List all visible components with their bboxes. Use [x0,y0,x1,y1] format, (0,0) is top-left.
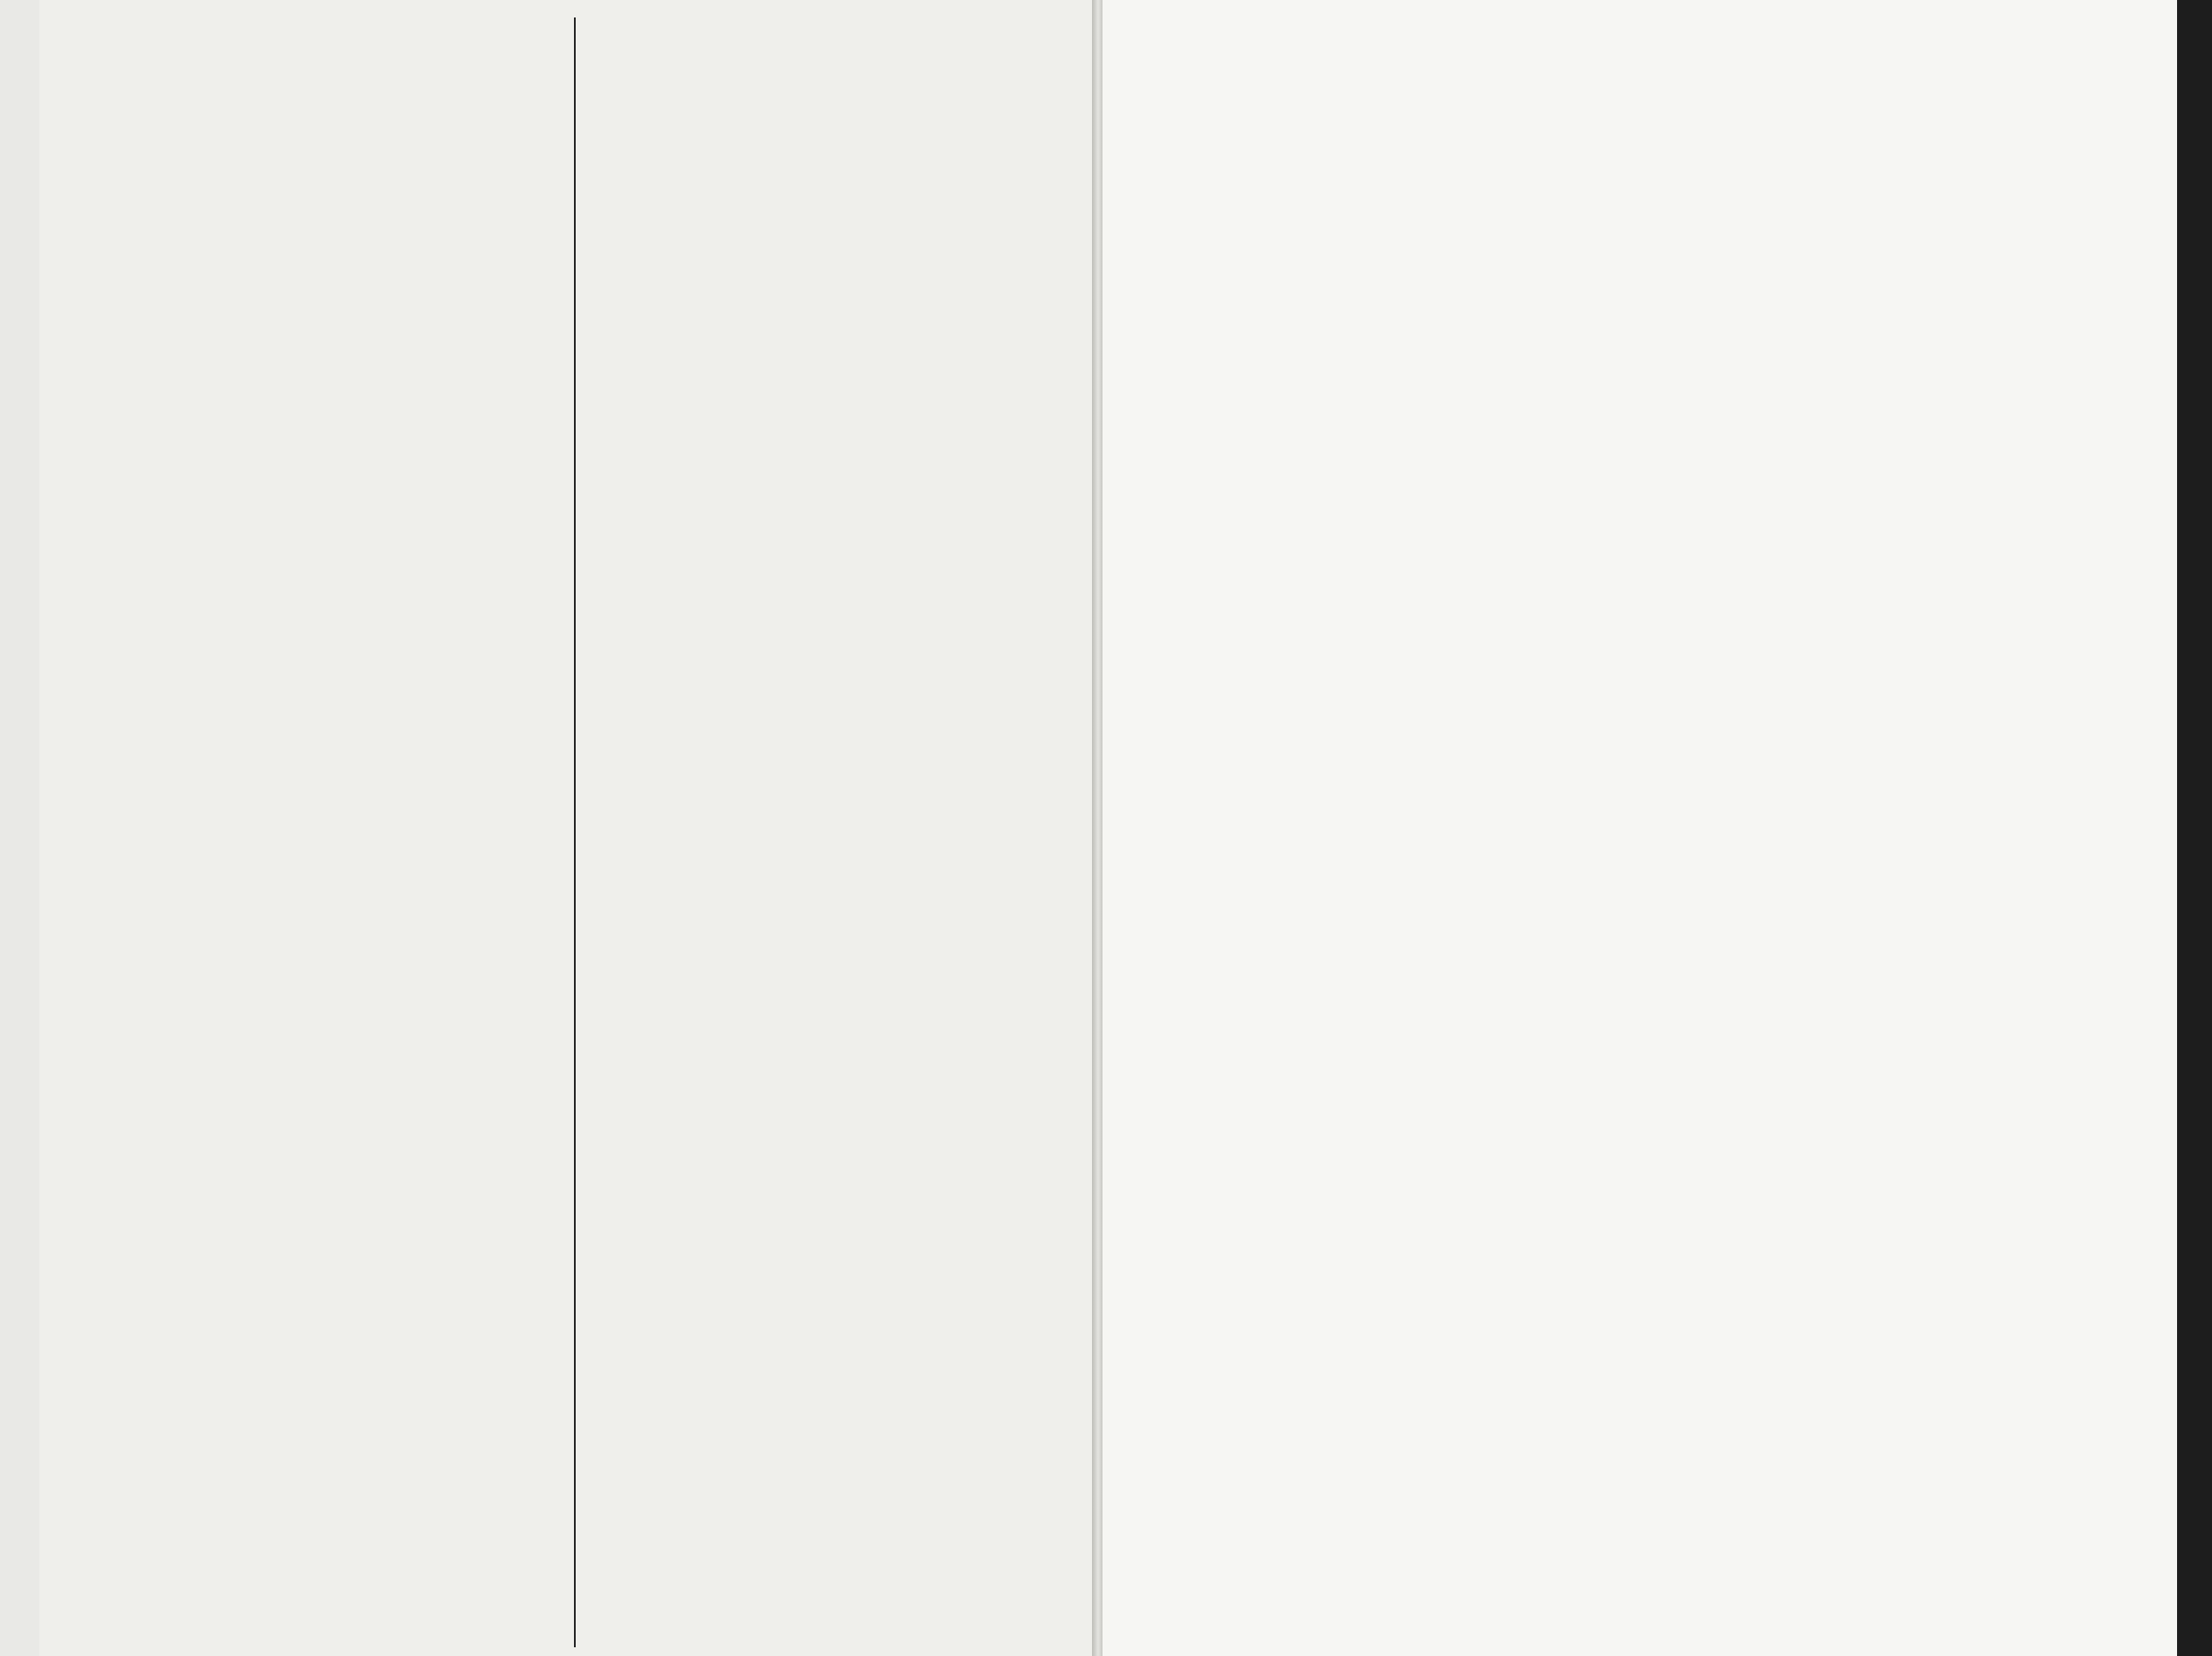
form-grid-lines [1109,0,2149,1572]
census-form-page [1103,0,2177,1656]
instructions-page [39,0,1092,1656]
dark-border [2177,0,2212,1656]
census-form-grid [1109,0,2149,1572]
instructions-column-2 [588,21,1084,1635]
column-divider [574,17,576,1647]
instructions-column-1 [59,21,565,1635]
